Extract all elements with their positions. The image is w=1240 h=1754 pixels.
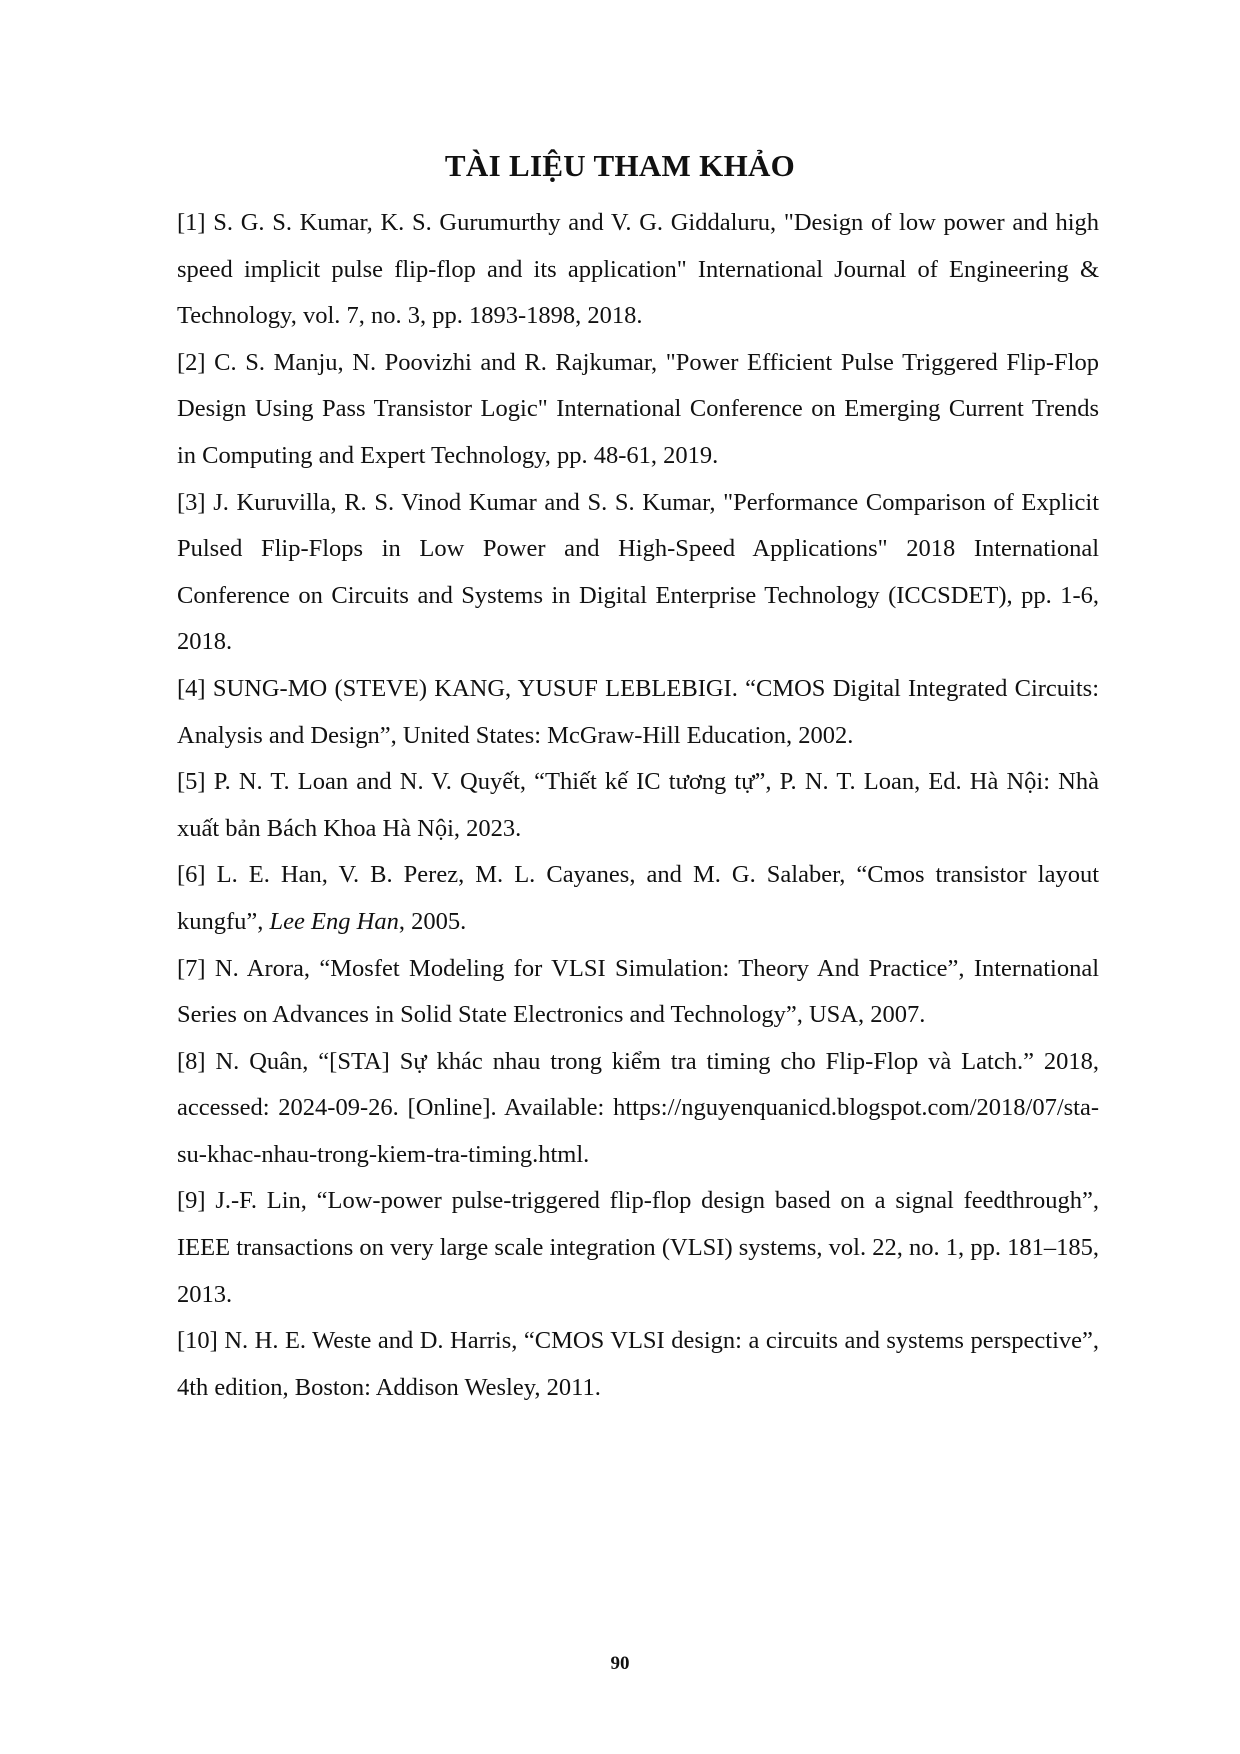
reference-list [177,200,1099,1411]
reference-6-italic-source: Lee Eng Han [269,907,399,935]
reference-item-2: [2] C. S. Manju, N. Poovizhi and R. Rajkumar, "Power Efficient Pulse Triggered Flip-Flop Design Using Pass Transistor Logic" International Conference on Emerging Current Trends in Computing and Expert Technology, pp. 48-61, 2019. [177,348,1099,469]
reference-item-1: [1] S. G. S. Kumar, K. S. Gurumurthy and V. G. Giddaluru, "Design of low power and high speed implicit pulse flip-flop and its application" International Journal of Engineering & Technology, vol. 7, no. 3, pp. 1893-1898, 2018. [177,209,1099,330]
page-number: 90 [610,1653,630,1674]
reference-item-7: [7] N. Arora, “Mosfet Modeling for VLSI Simulation: Theory And Practice”, International Series on Advances in Solid State Electronics and Technology”, USA, 2007. [177,954,1099,1029]
page-title: TÀI LIỆU THAM KHẢO [444,148,796,183]
reference-item-10: [10] N. H. E. Weste and D. Harris, “CMOS VLSI design: a circuits and systems perspective”, 4th edition, Boston: Addison Wesley, 2011. [177,1327,1099,1401]
reference-item-8: [8] N. Quân, “[STA] Sự khác nhau trong kiểm tra timing cho Flip-Flop và Latch.” 2018, accessed: 2024-09-26. [Online]. Available: https://nguyenquanicd.blogspot.com/2018/07/sta-su-khac-nhau-trong-kiem-tra-timing.html. [177,1047,1099,1168]
reference-item-6 [177,852,1099,945]
reference-item-5: [5] P. N. T. Loan and N. V. Quyết, “Thiết kế IC tương tự”, P. N. T. Loan, Ed. Hà Nội: Nhà xuất bản Bách Khoa Hà Nội, 2023. [177,768,1099,842]
reference-item-9: [9] J.-F. Lin, “Low-power pulse-triggered flip-flop design based on a signal feedthrough”, IEEE transactions on very large scale integration (VLSI) systems, vol. 22, no. 1, pp. 181–185, 2013. [177,1187,1099,1308]
reference-item-3: [3] J. Kuruvilla, R. S. Vinod Kumar and S. S. Kumar, "Performance Comparison of Explicit Pulsed Flip-Flops in Low Power and High-Speed Applications" 2018 International Conference on Circuits and Systems in Digital Enterprise Technology (ICCSDET), pp. 1-6, 2018. [177,488,1099,656]
reference-item-4: [4] SUNG-MO (STEVE) KANG, YUSUF LEBLEBIGI. “CMOS Digital Integrated Circuits: Analysis and Design”, United States: McGraw-Hill Education, 2002. [177,674,1099,749]
reference-6-year: , 2005. [398,907,467,935]
reference-6-text: [6] L. E. Han, V. B. Perez, M. L. Cayanes, and M. G. Salaber, “Cmos transistor layout kungfu”, [177,861,1099,935]
